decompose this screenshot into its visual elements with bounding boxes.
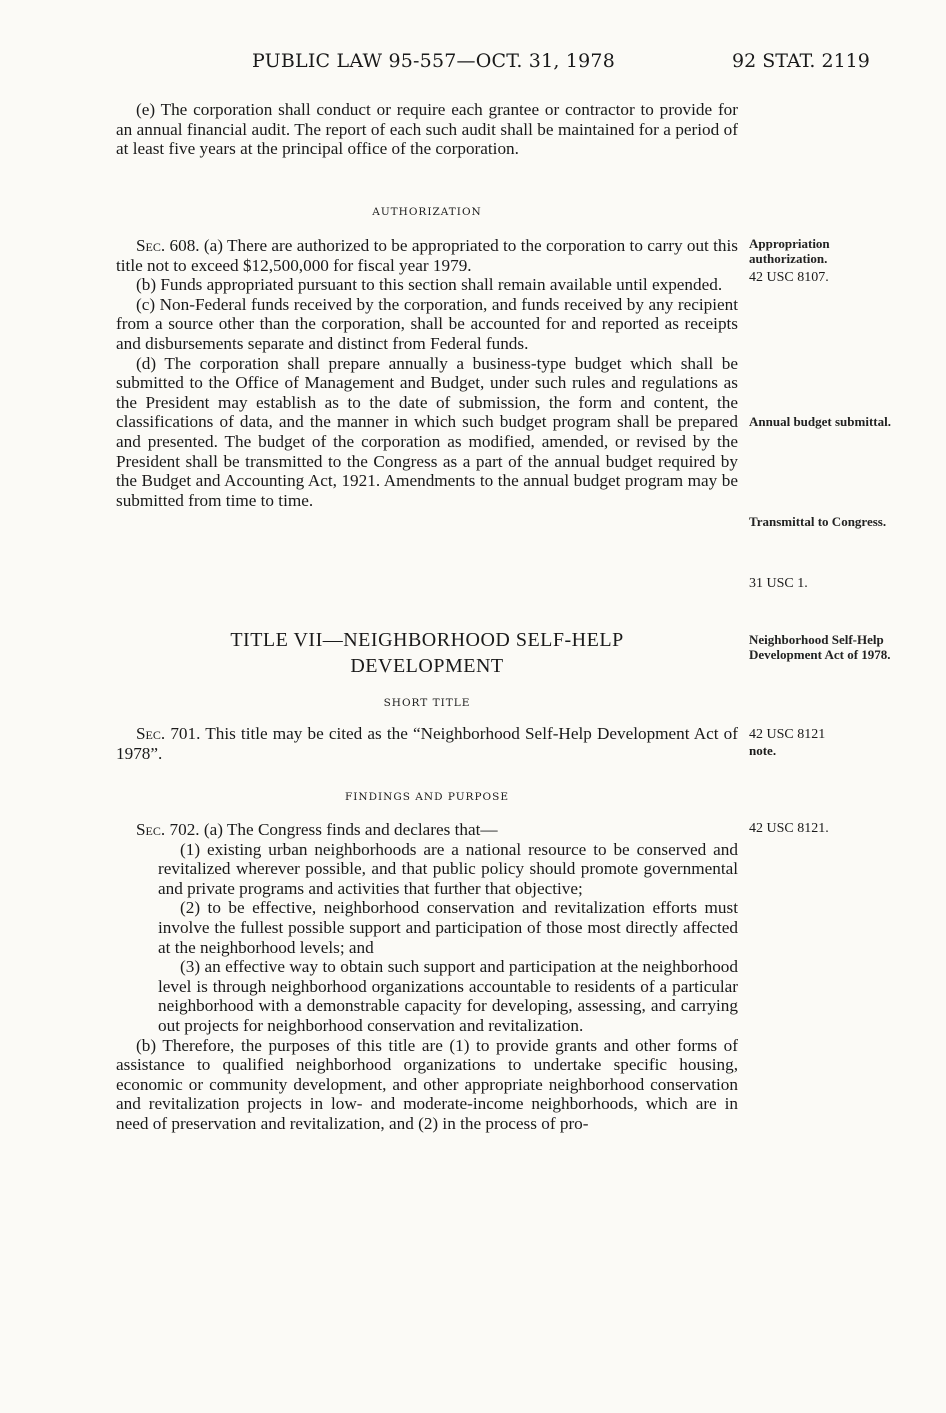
heading-short-title: SHORT TITLE xyxy=(383,697,471,709)
margin-act-name: Neighborhood Self-Help Development Act of 1978. xyxy=(749,632,891,662)
section-702-b: (b) Therefore, the purposes of this title are (1) to provide grants and other forms of assistance to qualified neighborhood organizations to undertake specific housing, economic or community development, and other appropriate neighborhood conservation and revitalization projects in low- and moderate-income neighborhoods, which are in need of preservation and revitalization, and (2) in the process of pro- xyxy=(116,1035,738,1133)
running-header-title: PUBLIC LAW 95-557—OCT. 31, 1978 xyxy=(252,50,616,72)
section-701-text xyxy=(116,724,738,763)
sec-label: Sec. xyxy=(136,724,166,743)
title-vii-line1: TITLE VII—NEIGHBORHOOD SELF-HELP xyxy=(230,629,624,651)
section-608 xyxy=(116,236,738,510)
section-702 xyxy=(116,820,738,1134)
margin-42-usc-8107: 42 USC 8107. xyxy=(749,270,829,285)
section-607-e xyxy=(116,100,738,159)
margin-note-label: note. xyxy=(749,743,777,758)
margin-31-usc-1: 31 USC 1. xyxy=(749,576,808,591)
margin-annual-budget: Annual budget submittal. xyxy=(749,414,891,429)
section-608-d: (d) The corporation shall prepare annually a business-type budget which shall be submitted to the Office of Management and Budget, under such rules and regulations as the President may establish as to the date of submission, the form and content, the classifications of data, and the manner in which such budget program shall be prepared and presented. The budget of the corporation as modified, amended, or revised by the President shall be transmitted to the Congress as a part of the annual budget required by the Budget and Accounting Act, 1921. Amendments to the annual budget program may be submitted from time to time. xyxy=(116,353,738,510)
margin-42-usc-8121: 42 USC 8121 xyxy=(749,727,826,742)
title-vii-line2: DEVELOPMENT xyxy=(350,655,504,677)
sec-label: Sec. xyxy=(136,820,166,839)
margin-42-usc-8121-section: 42 USC 8121. xyxy=(749,821,829,836)
section-608-a xyxy=(116,236,738,275)
finding-1: (1) existing urban neighborhoods are a national resource to be conserved and revitalized wherever possible, and that public policy should promote governmental and private programs and activities that further that objective; xyxy=(158,839,738,898)
section-608-a-text: 608. (a) There are authorized to be appropriated to the corporation to carry out this title not to exceed $12,500,000 for fiscal year 1979. xyxy=(116,236,738,275)
section-608-c: (c) Non-Federal funds received by the corporation, and funds received by any recipient from a source other than the corporation, shall be accounted for and reported as receipts and disbursements separate and distinct from Federal funds. xyxy=(116,294,738,353)
section-701-body: 701. This title may be cited as the “Neighborhood Self-Help Development Act of 1978”. xyxy=(116,724,738,763)
margin-appropriation-authorization: Appropriation authorization. xyxy=(749,236,830,266)
heading-findings-purpose: FINDINGS AND PURPOSE xyxy=(345,791,509,803)
finding-3: (3) an effective way to obtain such support and participation at the neighborhood level is through neighborhood organizations accountable to residents of a particular neighborhood with a demonstrable capacity for developing, assessing, and carrying out projects for neighborhood conservation and revitalization. xyxy=(158,957,738,1035)
margin-42-usc-8121-note xyxy=(749,727,899,759)
heading-authorization: AUTHORIZATION xyxy=(372,206,482,218)
finding-2: (2) to be effective, neighborhood conservation and revitalization efforts must involve the fullest possible support and participation of those most directly affected at the neighborhood levels; and xyxy=(158,898,738,957)
section-701 xyxy=(116,724,738,763)
margin-transmittal: Transmittal to Congress. xyxy=(749,514,887,529)
section-702-intro xyxy=(116,820,738,840)
section-702-intro-text: 702. (a) The Congress finds and declares that— xyxy=(165,820,498,839)
statute-page-number: 92 STAT. 2119 xyxy=(732,50,870,72)
sec-label: Sec. xyxy=(136,236,166,255)
paragraph-e: (e) The corporation shall conduct or require each grantee or contractor to provide for an annual financial audit. The report of each such audit shall be maintained for a period of at least five years at the principal office of the corporation. xyxy=(116,100,738,159)
section-608-b: (b) Funds appropriated pursuant to this section shall remain available until expended. xyxy=(136,275,723,295)
title-vii-heading xyxy=(116,627,738,679)
